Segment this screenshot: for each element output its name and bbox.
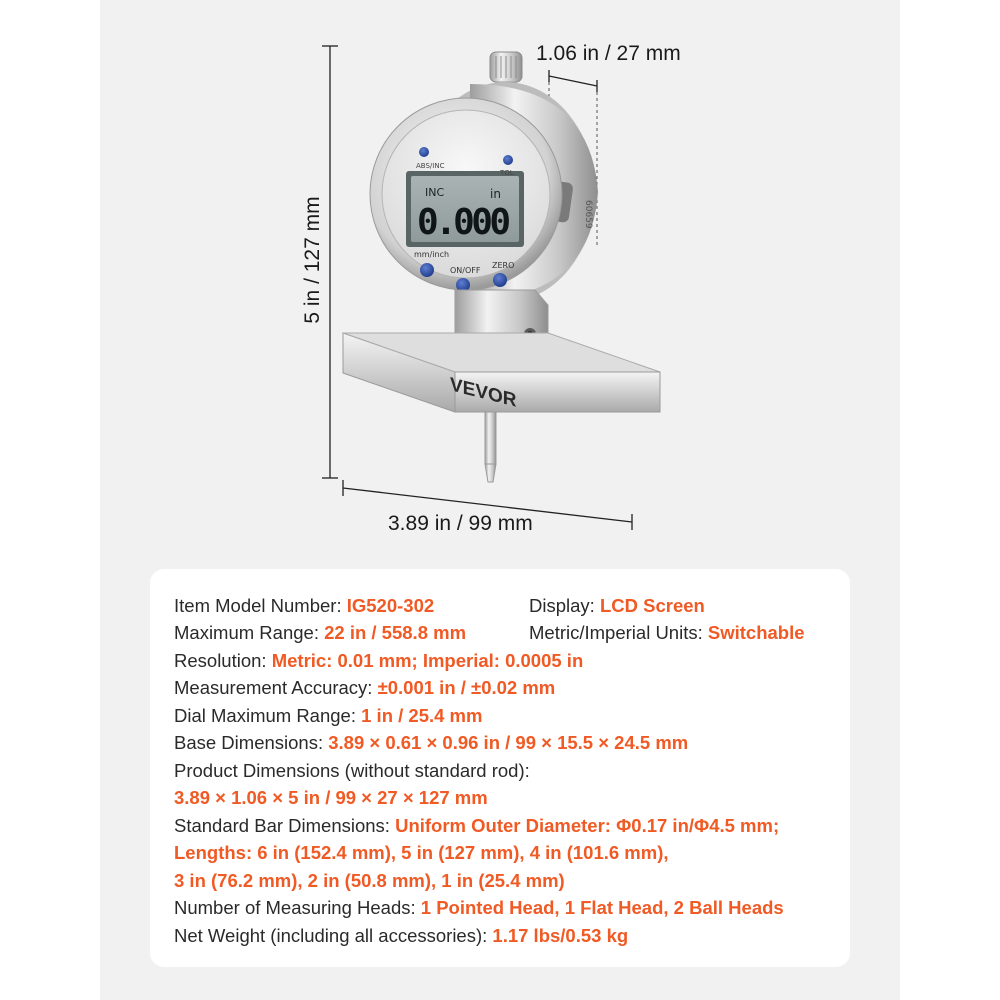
spec-net-weight xyxy=(174,925,628,947)
lcd-mode: INC xyxy=(425,186,445,199)
spec-accuracy-label: Measurement Accuracy: xyxy=(174,677,378,698)
tol-button xyxy=(503,155,513,165)
spec-max-range xyxy=(174,622,466,644)
spec-max-range-value: 22 in / 558.8 mm xyxy=(324,622,467,643)
spec-resolution xyxy=(174,650,583,672)
spec-accuracy-value: ±0.001 in / ±0.02 mm xyxy=(377,677,556,698)
zero-label: ZERO xyxy=(492,261,515,270)
spec-units xyxy=(529,622,805,644)
spec-units-label: Metric/Imperial Units: xyxy=(529,622,708,643)
spec-display xyxy=(529,595,705,617)
spec-bar-dimensions xyxy=(174,815,779,837)
spec-product-dimensions-label xyxy=(174,760,530,782)
spec-product-dimensions-value xyxy=(174,787,488,809)
zero-button xyxy=(493,273,507,287)
spec-bar-dimensions-value-3: 3 in (76.2 mm), 2 in (50.8 mm), 1 in (25.4 mm) xyxy=(174,870,565,891)
lcd-display xyxy=(406,171,524,247)
spec-resolution-value: Metric: 0.01 mm; Imperial: 0.0005 in xyxy=(271,650,584,671)
lcd-reading: 0.000 xyxy=(417,202,511,243)
base-bar xyxy=(343,333,660,412)
spec-bar-dimensions-value-1: Uniform Outer Diameter: Φ0.17 in/Φ4.5 mm; xyxy=(395,815,780,836)
serial-number: 60659 xyxy=(583,200,593,229)
spec-units-value: Switchable xyxy=(707,622,805,643)
spec-bar-lengths-1 xyxy=(174,842,669,864)
spec-accuracy xyxy=(174,677,555,699)
on-off-label: ON/OFF xyxy=(450,266,481,275)
spec-model-value: IG520-302 xyxy=(346,595,435,616)
abs-inc-label: ABS/INC xyxy=(416,162,445,170)
spec-dial-range-value: 1 in / 25.4 mm xyxy=(361,705,483,726)
mm-inch-button xyxy=(420,263,434,277)
spec-dial-range-label: Dial Maximum Range: xyxy=(174,705,362,726)
lcd-unit: in xyxy=(490,187,501,201)
width-dimension-label: 3.89 in / 99 mm xyxy=(388,512,533,535)
spec-dial-range xyxy=(174,705,482,727)
spec-net-weight-label: Net Weight (including all accessories): xyxy=(174,925,493,946)
tol-label: TOL xyxy=(500,169,514,177)
spec-base-dimensions-value: 3.89 × 0.61 × 0.96 in / 99 × 15.5 × 24.5 mm xyxy=(328,732,689,753)
spec-measuring-heads-label: Number of Measuring Heads: xyxy=(174,897,421,918)
spec-base-dimensions-label: Base Dimensions: xyxy=(174,732,329,753)
spec-display-label: Display: xyxy=(529,595,600,616)
probe-rod xyxy=(485,412,496,482)
spec-measuring-heads xyxy=(174,897,784,919)
spec-model xyxy=(174,595,434,617)
mm-inch-label: mm/inch xyxy=(414,250,450,259)
spec-resolution-label: Resolution: xyxy=(174,650,272,671)
depth-dimension-label: 1.06 in / 27 mm xyxy=(536,42,681,65)
spec-bar-dimensions-value-2: Lengths: 6 in (152.4 mm), 5 in (127 mm), 4 in (101.6 mm), xyxy=(174,842,669,863)
spec-net-weight-value: 1.17 lbs/0.53 kg xyxy=(492,925,629,946)
height-dimension-label: 5 in / 127 mm xyxy=(301,196,324,324)
abs-inc-button xyxy=(419,147,429,157)
spec-display-value: LCD Screen xyxy=(599,595,705,616)
spec-base-dimensions xyxy=(174,732,688,754)
spec-product-dimensions-value-text: 3.89 × 1.06 × 5 in / 99 × 27 × 127 mm xyxy=(174,787,488,808)
spec-max-range-label: Maximum Range: xyxy=(174,622,325,643)
spec-measuring-heads-value: 1 Pointed Head, 1 Flat Head, 2 Ball Heads xyxy=(420,897,784,918)
brand-logo: VEVOR xyxy=(450,374,517,412)
spec-bar-lengths-2 xyxy=(174,870,565,892)
spec-model-label: Item Model Number: xyxy=(174,595,347,616)
spec-product-dimensions-label-text: Product Dimensions (without standard rod): xyxy=(174,760,530,781)
spec-bar-dimensions-label: Standard Bar Dimensions: xyxy=(174,815,396,836)
